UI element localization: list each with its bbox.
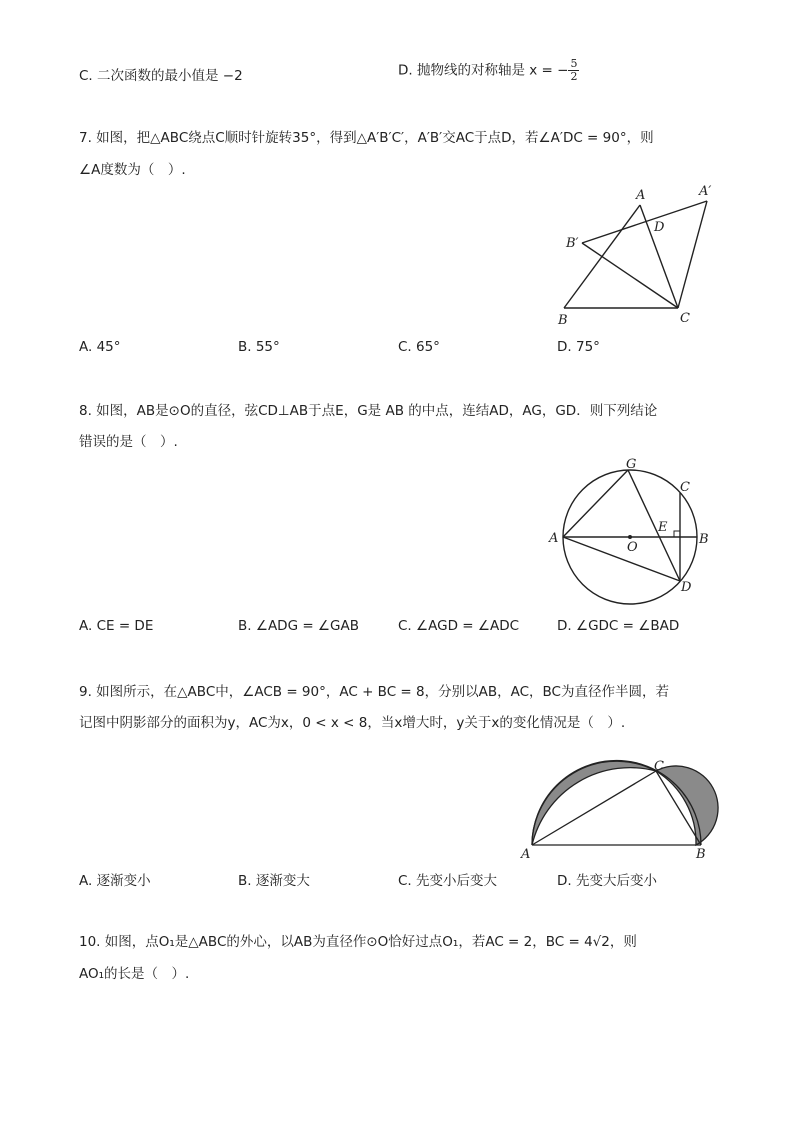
q9-label-a: A — [521, 847, 531, 862]
q7-stem-line2: ∠A度数为（ ）. — [79, 162, 186, 178]
q7-option-c: C. 65° — [398, 339, 440, 355]
q7-option-d: D. 75° — [557, 339, 600, 355]
q6-option-d-text: D. 抛物线的对称轴是 x = − — [398, 62, 569, 79]
q6-option-c: C. 二次函数的最小值是 −2 — [79, 68, 243, 84]
q8-option-a: A. CE = DE — [79, 618, 154, 634]
q8-option-c: C. ∠AGD = ∠ADC — [398, 618, 520, 634]
q8-right-angle-mark — [674, 531, 680, 537]
q9-shaded-region-bc — [656, 766, 718, 845]
q7-label-b: B — [558, 313, 568, 328]
q8-label-b: B — [699, 532, 709, 547]
q7-label-b-prime: B′ — [566, 236, 579, 251]
q9-figure — [532, 761, 718, 846]
frac-denominator: 2 — [570, 70, 578, 83]
q7-figure-lines — [564, 201, 707, 308]
q9-shaded-region-ac — [532, 761, 656, 845]
q7-label-a: A — [636, 188, 646, 203]
q8-label-d: D — [681, 580, 692, 595]
q8-option-b: B. ∠ADG = ∠GAB — [238, 618, 359, 634]
q9-label-b: B — [696, 847, 706, 862]
q7-option-a: A. 45° — [79, 339, 121, 355]
q9-segment-ac — [532, 771, 656, 845]
q7-segment-a1c — [678, 201, 707, 308]
q8-option-d: D. ∠GDC = ∠BAD — [557, 618, 680, 634]
q9-option-d: D. 先变大后变小 — [557, 873, 657, 889]
q8-label-e: E — [658, 520, 668, 535]
q8-stem-line2: 错误的是（ ）. — [79, 434, 178, 450]
q8-stem-line1: 8. 如图，AB是⊙O的直径，弦CD⊥AB于点E，G是 AB 的中点，连结AD，AG，GD．则下列结论 — [79, 403, 658, 419]
q9-label-c: C — [654, 759, 664, 774]
q9-option-c: C. 先变小后变大 — [398, 873, 498, 889]
q7-segment-b1c — [582, 243, 678, 308]
q9-stem-line1: 9. 如图所示，在△ABC中，∠ACB = 90°，AC + BC = 8，分别以AB，AC，BC为直径作半圆，若 — [79, 684, 669, 700]
q7-label-d: D — [654, 220, 665, 235]
q7-stem-line1: 7. 如图，把△ABC绕点C顺时针旋转35°，得到△A′B′C′，A′B′交AC于点D，若∠A′DC = 90°，则 — [79, 130, 654, 146]
q8-label-a: A — [549, 531, 559, 546]
q10-stem-line1: 10. 如图，点O₁是△ABC的外心，以AB为直径作⊙O恰好过点O₁，若AC = 2，BC = 4√2，则 — [79, 934, 637, 950]
q7-label-a-prime: A′ — [699, 184, 712, 199]
q7-label-c: C — [680, 311, 690, 326]
q9-stem-line2: 记图中阴影部分的面积为y，AC为x，0 < x < 8，当x增大时，y关于x的变化情况是（ ）. — [79, 715, 626, 731]
frac-numerator: 5 — [570, 57, 578, 70]
q9-option-a: A. 逐渐变小 — [79, 873, 151, 889]
q8-label-c: C — [680, 480, 690, 495]
q8-label-o: O — [627, 540, 638, 555]
q9-option-b: B. 逐渐变大 — [238, 873, 310, 889]
q8-center-point — [628, 535, 632, 539]
q8-label-g: G — [626, 457, 637, 472]
q7-segment-a1b1 — [582, 201, 707, 243]
q7-option-b: B. 55° — [238, 339, 280, 355]
q10-stem-line2: AO₁的长是（ ）. — [79, 966, 190, 982]
